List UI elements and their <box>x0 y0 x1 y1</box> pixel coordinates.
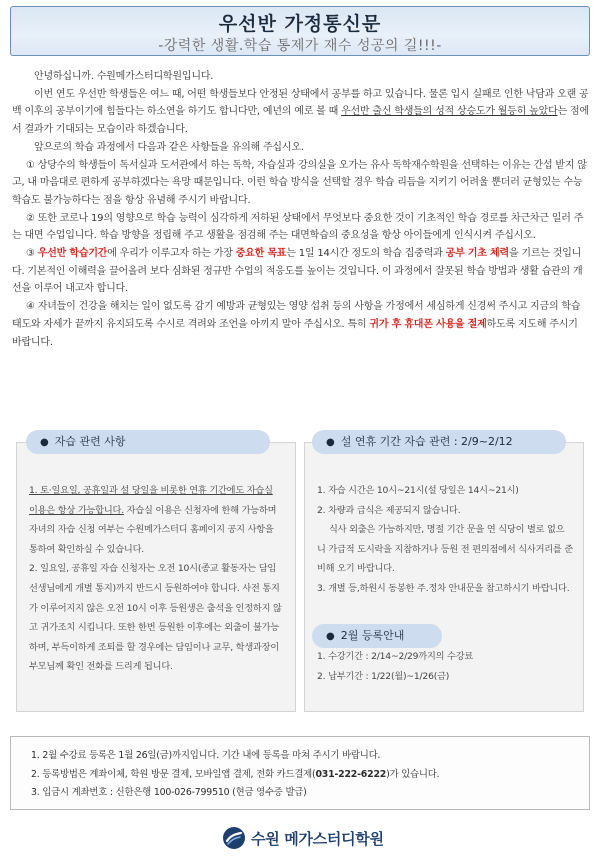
holiday-section-heading <box>312 430 566 454</box>
registration-section-heading <box>312 624 442 648</box>
red-highlight: 귀가 후 휴대폰 사용을 절제 <box>369 318 487 330</box>
study-section-heading <box>26 430 270 454</box>
underlined-highlight: 우선반 출신 학생들의 성적 상승도가 월등히 높았다 <box>341 106 558 118</box>
page-title: 우선반 가정통신문 <box>218 13 382 35</box>
intro-paragraph-2: 앞으로의 학습 과정에서 다음과 같은 사항들을 유의해 주십시오. <box>34 141 304 153</box>
holiday-panel <box>304 442 584 712</box>
holiday-heading-text: 설 연휴 기간 자습 관련 : 2/9~2/12 <box>340 435 513 448</box>
logo-mark-icon <box>222 826 246 850</box>
point-1: ① 상당수의 학생들이 독서실과 도서관에서 하는 독학, 자습실과 강의실을 오가는 유사 독학재수학원을 선택하는 이유는 간섭 받지 않고, 내 마음대로 편하게 공부하겠다는 욕망 때문입니다. 이런 학습 방식을 선택할 경우 학습 리듬을 지키기 어려울 뿐더러 균형있는 수능 학습도 불가능하다는 점을 항상 유념해 주시기 바랍니다. <box>12 159 587 206</box>
notice-text: 2. 등록방법은 계좌이체, 학원 방문 결제, 모바일앱 결제, 전화 카드결제( <box>31 768 316 780</box>
holiday-item-1: 1. 자습 시간은 10시~21시(설 당일은 14시~21시) <box>317 485 519 496</box>
registration-item-2: 2. 납부기간 : 1/22(월)~1/26(금) <box>317 670 450 682</box>
registration-heading-text: 2월 등록안내 <box>340 629 405 642</box>
intro-text: 는 점에서 결과가 기대되는 모습이라 하겠습니다. <box>12 106 589 136</box>
point-text: ③ <box>26 248 38 260</box>
holiday-item-2-detail: 식사 외출은 가능하지만, 명절 기간 문을 연 식당이 별로 없으니 가급적 도시락을 지참하거나 등원 전 편의점에서 식사거리를 준비해 오기 바랍니다. <box>317 524 573 575</box>
point-text: 에 우리가 이루고자 하는 가장 <box>107 248 236 260</box>
notice-line-3: 3. 입금시 계좌번호 : 신한은행 100-026-799510 (현금 영수증 발급) <box>31 787 307 798</box>
academy-logo <box>222 825 384 851</box>
notice-text: )가 있습니다. <box>386 768 440 780</box>
phone-number: 031-222-6222 <box>315 768 387 780</box>
study-items <box>17 443 295 677</box>
greeting: 안녕하십니까. 수원메가스터디학원입니다. <box>34 71 214 82</box>
holiday-item-3: 3. 개별 등,하원시 동봉한 주.정차 안내문을 참고하시기 바랍니다. <box>317 582 570 594</box>
notice-line-2 <box>31 766 589 785</box>
point-2: ② 또한 코로나 19의 영향으로 학습 능력이 심각하게 저하된 상태에서 무엇보다 중요한 것이 기초적인 학습 경로를 차근차근 일러 주는 대면 수업입니다. 학습 방향을 정립해 주고 생활을 점검해 주는 대면학습의 중요성을 항상 아이들에게 인식시켜 주십시오. <box>12 212 584 242</box>
intro-text: 이번 연도 우선반 학생들은 여느 때, 어떤 학생들보다 안정된 상태에서 공부를 하고 있습니다. 물론 입시 실패로 인한 낙담과 오랜 공백 이후의 공부이기에 힘들다는 하소연을 하기도 합니다만, 예년의 예로 볼 때 <box>12 88 589 118</box>
bullet-icon: ● <box>326 437 335 448</box>
notice-line-1: 1. 2월 수강료 등록은 1월 26일(금)까지입니다. 기간 내에 등록을 마쳐 주시기 바랍니다. <box>31 750 381 761</box>
study-panel <box>16 442 296 712</box>
point-text: 을 기르는 것입니다. 기본적인 이해력을 끌어올려 보다 심화된 정규반 수업의 적응도를 높이는 것입니다. 이 과정에서 잘못된 학습 방법과 생활 습관의 개선을 이루어 내고자 합니다. <box>12 248 583 295</box>
study-heading-text: 자습 관련 사항 <box>54 435 126 448</box>
registration-item-1: 1. 수강기간 : 2/14~2/29까지의 수강료 <box>317 651 474 662</box>
red-highlight: 공부 기초 체력 <box>445 248 509 260</box>
red-highlight: 우선반 학습기간 <box>37 248 108 260</box>
point-text: ④ 자녀들이 건강을 해치는 일이 없도록 감기 예방과 균형있는 영양 섭취 등의 사항을 가정에서 세심하게 신경써 주시고 지금의 학습 태도와 자세가 끝까지 유지되도록 수시로 격려와 조언을 아끼지 말아 주십시오. 특히 <box>12 301 581 330</box>
point-4 <box>12 298 590 351</box>
bullet-icon: ● <box>40 437 49 448</box>
point-text: 하도록 지도해 주시기 바랍니다. <box>12 318 578 348</box>
study-item-1 <box>29 481 283 559</box>
holiday-item-2: 2. 차량과 급식은 제공되지 않습니다. <box>317 504 461 516</box>
study-text: 자습실 이용은 신청자에 한해 가능하며 자녀의 자습 신청 여부는 수원메가스터디 홈페이지 공지 사항을 통하여 확인하실 수 있습니다. <box>29 504 277 555</box>
page-subtitle: -강력한 생활.학습 통제가 재수 성공의 길!!!- <box>158 38 442 54</box>
point-3 <box>12 245 590 298</box>
logo-text: 수원 메가스터디학원 <box>251 829 384 848</box>
red-highlight: 중요한 목표 <box>235 248 287 260</box>
intro-paragraph-1 <box>12 86 590 139</box>
registration-notice-box <box>10 736 590 810</box>
intro-letter <box>12 68 590 351</box>
underlined-highlight: 1. 토·일요일, 공휴일과 설 당일을 비롯한 연휴 기간에도 자습실 이용은 항상 가능합니다. <box>29 485 273 516</box>
holiday-items <box>305 443 583 599</box>
registration-items <box>317 647 473 686</box>
bullet-icon: ● <box>326 631 335 642</box>
point-text: 는 1일 14시간 정도의 학습 집중력과 <box>286 248 446 260</box>
header-banner <box>10 6 590 56</box>
study-item-2: 2. 일요일, 공휴일 자습 신청자는 오전 10시(종교 활동자는 담임 선생님에게 개별 통지)까지 반드시 등원하여야 합니다. 사전 통지가 이루어지지 않은 오전 10시 이후 등원생은 출석을 인정하지 않고 귀가조치 시킵니다. 또한 한번 등원한 이후에는 외출이 불가능하며, 부득이하게 조퇴를 할 경우에는 담임이나 교무, 학생과장이 부모님께 확인 전화를 드리게 됩니다. <box>29 563 282 673</box>
